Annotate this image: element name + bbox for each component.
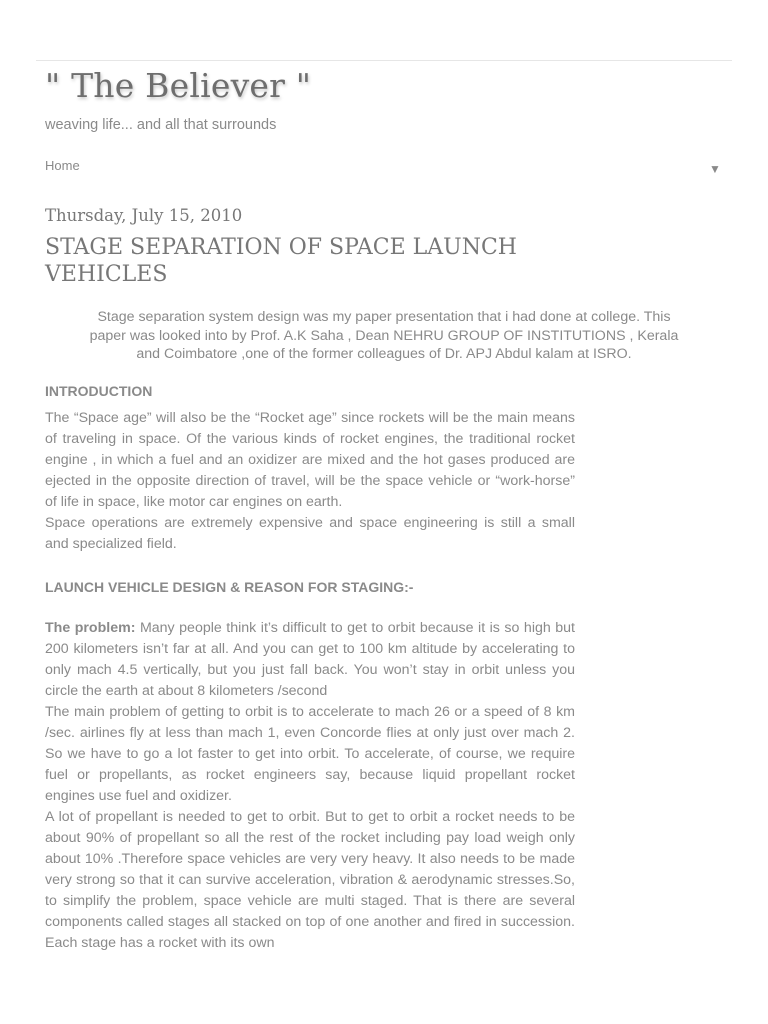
nav-home-link[interactable]: Home (45, 158, 80, 173)
problem-text: Many people think it’s difficult to get to orbit because it is so high but 200 kilometers isn’t far at all. And you can get to 100 km altitude by accelerating to only mach 4.5 vertically, but you just fall back. You won’t stay in orbit unless you circle the earth at about 8 kilometers /second (45, 619, 575, 699)
problem-paragraph (45, 618, 575, 702)
post-body (45, 308, 679, 954)
blog-title[interactable]: " The Believer " (45, 66, 312, 105)
post-title: STAGE SEPARATION OF SPACE LAUNCH VEHICLES (45, 235, 517, 287)
problem-paragraph-2: The main problem of getting to orbit is to accelerate to mach 26 or a speed of 8 km /sec. airlines fly at less than mach 1, even Concorde flies at only just over mach 2. So we have to go a lot faster to get into orbit. To accelerate, of course, we require fuel or propellants, as rocket engineers say, because liquid propellant rocket engines use fuel and oxidizer. (45, 703, 575, 804)
header-divider (36, 60, 732, 61)
problem-paragraph-3: A lot of propellant is needed to get to orbit. But to get to orbit a rocket needs to be about 90% of propellant so all the rest of the rocket including pay load weigh only about 10% .Therefore space vehicles are very very heavy. It also needs to be made very strong so that it can survive acceleration, vibration & aerodynamic stresses.So, to simplify the problem, space vehicle are multi staged. That is there are several components called stages all stacked on top of one another and fired in succession. Each stage has a rocket with its own (45, 808, 575, 951)
post-date: Thursday, July 15, 2010 (45, 206, 243, 225)
problem-label: The problem: (45, 619, 136, 636)
introduction-paragraph-2: Space operations are extremely expensive and space engineering is still a small and specialized field. (45, 514, 575, 552)
intro-note: Stage separation system design was my paper presentation that i had done at college. This paper was looked into by Prof. A.K Saha , Dean NEHRU GROUP OF INSTITUTIONS , Kerala and Coimbatore ,one of the former colleagues of Dr. APJ Abdul kalam at ISRO. (89, 309, 679, 362)
introduction-paragraph: The “Space age” will also be the “Rocket age” since rockets will be the main means of traveling in space. Of the various kinds of rocket engines, the traditional rocket engine , in which a fuel and an oxidizer are mixed and the hot gases produced are ejected in the opposite direction of travel, will be the space vehicle or “work-horse” of life in space, like motor car engines on earth. (45, 409, 575, 510)
blog-description: weaving life... and all that surrounds (45, 117, 277, 133)
introduction-heading: INTRODUCTION (45, 382, 153, 399)
design-heading: LAUNCH VEHICLE DESIGN & REASON FOR STAGING:- (45, 578, 414, 595)
nav-dropdown-arrow-icon[interactable]: ▼ (709, 162, 721, 176)
